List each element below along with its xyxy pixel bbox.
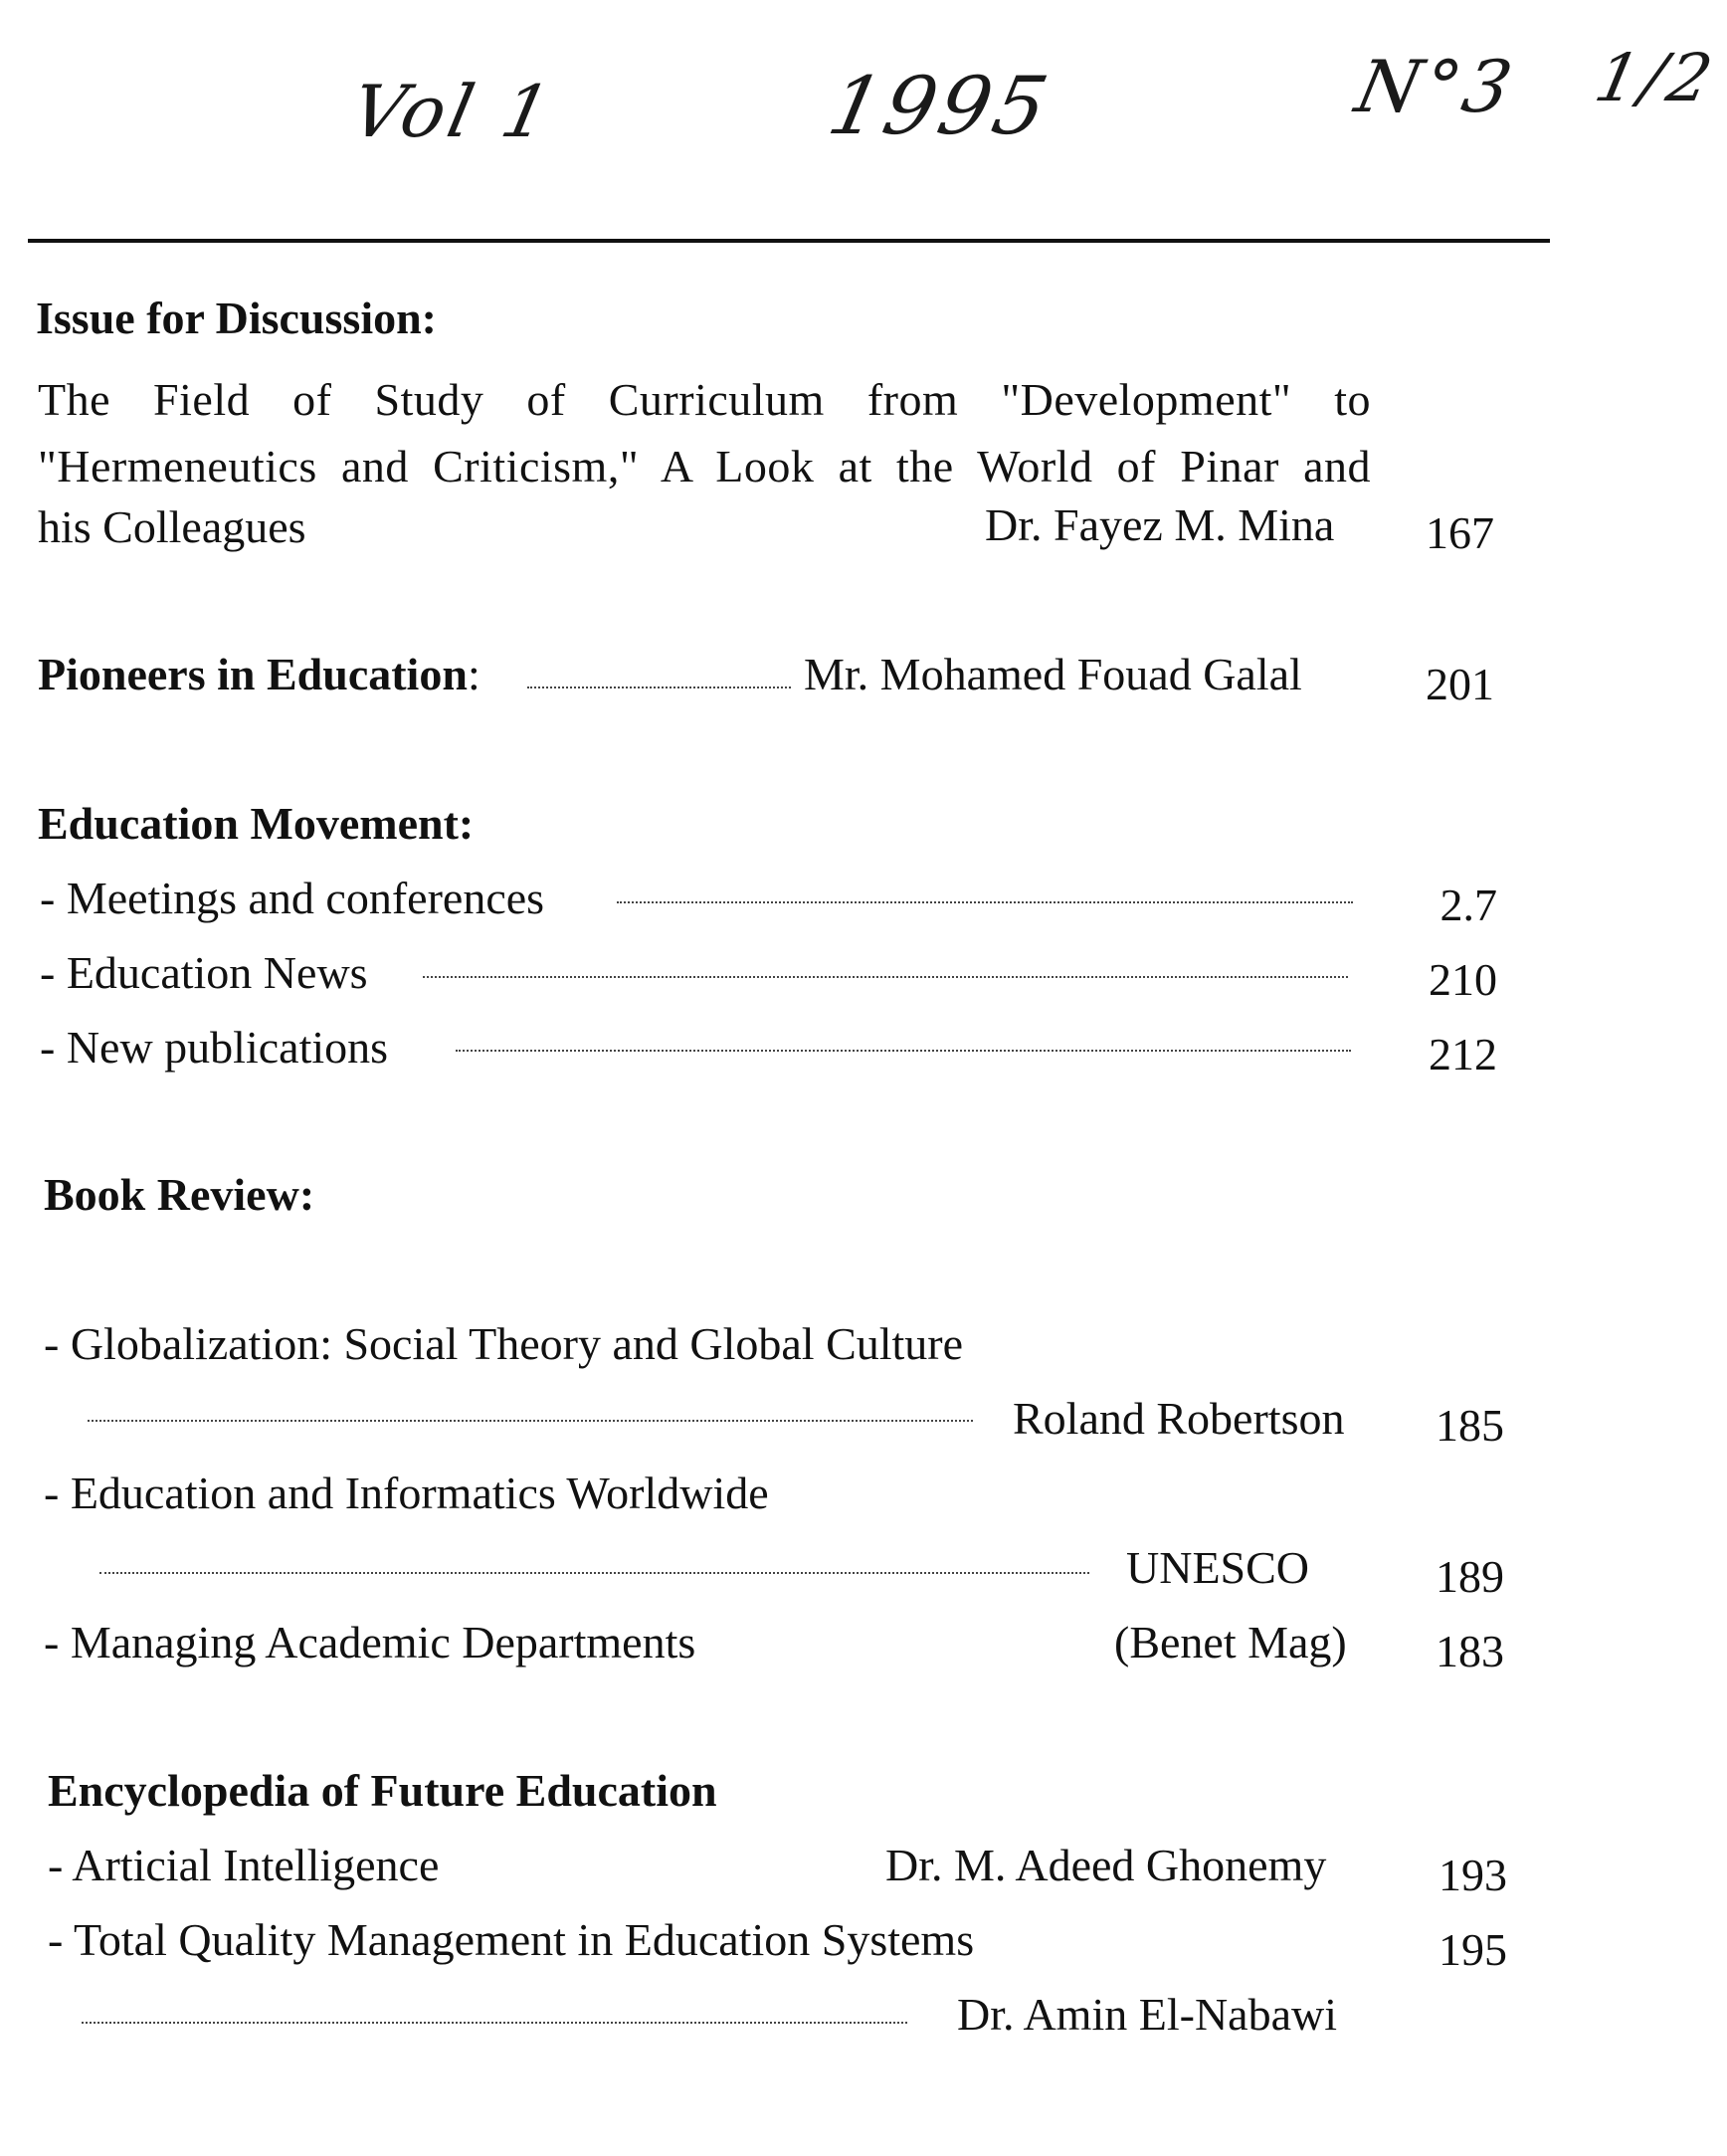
book-review-title: - Education and Informatics Worldwide xyxy=(44,1468,769,1518)
movement-item-label: - Education News xyxy=(40,947,368,998)
movement-item-page: 210 xyxy=(1429,954,1497,1005)
book-review-heading: Book Review: xyxy=(44,1169,315,1220)
encyclopedia-item-page: 193 xyxy=(1439,1850,1507,1900)
movement-item-page: 2.7 xyxy=(1439,880,1497,930)
header-rule xyxy=(28,239,1550,243)
pioneers-heading-line xyxy=(38,649,480,699)
encyclopedia-item-dots xyxy=(82,2022,907,2024)
issue-heading: Issue for Discussion: xyxy=(36,293,437,343)
movement-heading: Education Movement: xyxy=(38,798,475,849)
book-review-author: UNESCO xyxy=(1126,1542,1310,1593)
handwritten-number: N°3 xyxy=(1349,45,1523,128)
book-review-dots xyxy=(88,1420,973,1422)
issue-page: 167 xyxy=(1426,507,1494,558)
pioneers-heading: Pioneers in Education xyxy=(38,649,468,699)
encyclopedia-heading: Encyclopedia of Future Education xyxy=(48,1765,717,1816)
movement-item-dots xyxy=(617,901,1353,903)
issue-title-line-3: his Colleagues xyxy=(38,501,306,552)
encyclopedia-item-author: Dr. Amin El-Nabawi xyxy=(957,1989,1337,2040)
pioneers-author: Mr. Mohamed Fouad Galal xyxy=(804,649,1302,699)
encyclopedia-item-title: - Total Quality Management in Education Systems xyxy=(48,1914,975,1965)
book-review-title: - Globalization: Social Theory and Global Culture xyxy=(44,1318,964,1369)
encyclopedia-item-title: - Articial Intelligence xyxy=(48,1840,440,1890)
movement-item-label: - Meetings and conferences xyxy=(40,873,545,923)
issue-title-line-1: The Field of Study of Curriculum from "Development" to xyxy=(38,374,1371,425)
movement-item-dots xyxy=(456,1050,1351,1052)
pioneers-page: 201 xyxy=(1426,659,1494,709)
book-review-page: 189 xyxy=(1436,1551,1504,1602)
issue-title-line-2: "Hermeneutics and Criticism," A Look at the World of Pinar and xyxy=(38,441,1371,491)
movement-item-page: 212 xyxy=(1429,1029,1497,1079)
pioneers-colon: : xyxy=(467,649,480,699)
pioneers-leader-dots xyxy=(527,686,791,688)
handwritten-year: 1995 xyxy=(821,60,1059,152)
book-review-page: 185 xyxy=(1436,1400,1504,1451)
handwritten-fraction: 1/2 xyxy=(1588,40,1723,116)
encyclopedia-item-page: 195 xyxy=(1439,1924,1507,1975)
issue-title-block xyxy=(38,366,1371,499)
book-review-author: Roland Robertson xyxy=(1013,1393,1345,1444)
handwritten-volume: Vol 1 xyxy=(344,70,562,153)
book-review-author: (Benet Mag) xyxy=(1114,1617,1347,1667)
movement-item-label: - New publications xyxy=(40,1022,389,1073)
book-review-page: 183 xyxy=(1436,1626,1504,1676)
book-review-dots xyxy=(99,1572,1089,1574)
book-review-title: - Managing Academic Departments xyxy=(44,1617,696,1667)
movement-item-dots xyxy=(423,976,1348,978)
issue-author: Dr. Fayez M. Mina xyxy=(985,499,1335,550)
encyclopedia-item-author: Dr. M. Adeed Ghonemy xyxy=(885,1840,1327,1890)
